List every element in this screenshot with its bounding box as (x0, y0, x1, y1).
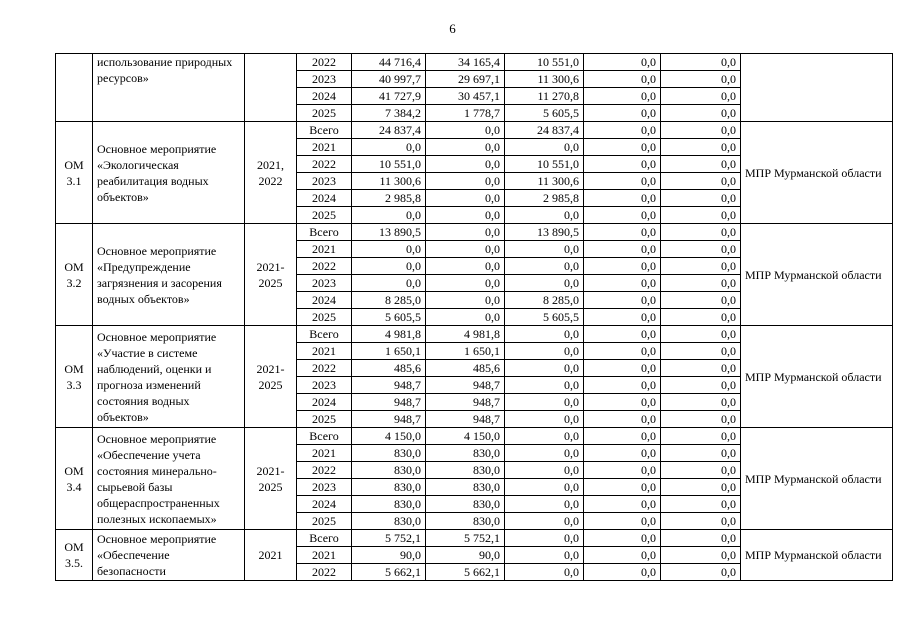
local-budget-cell: 0,0 (584, 224, 661, 241)
total-amount-cell: 13 890,5 (352, 224, 426, 241)
year-cell: Всего (297, 224, 352, 241)
federal-budget-cell: 11 300,6 (505, 173, 584, 190)
total-amount-cell: 7 384,2 (352, 105, 426, 122)
local-budget-cell: 0,0 (584, 54, 661, 71)
year-cell: 2024 (297, 394, 352, 411)
regional-budget-cell: 948,7 (426, 411, 505, 428)
regional-budget-cell: 0,0 (426, 292, 505, 309)
federal-budget-cell: 5 605,5 (505, 105, 584, 122)
extrabudget-cell: 0,0 (661, 496, 741, 513)
activity-name: Основное мероприятие «Обеспечение безопасности (93, 530, 245, 581)
extrabudget-cell: 0,0 (661, 411, 741, 428)
federal-budget-cell: 0,0 (505, 275, 584, 292)
federal-budget-cell: 0,0 (505, 530, 584, 547)
local-budget-cell: 0,0 (584, 292, 661, 309)
activity-period (245, 54, 297, 122)
federal-budget-cell: 2 985,8 (505, 190, 584, 207)
federal-budget-cell: 0,0 (505, 479, 584, 496)
total-amount-cell: 5 662,1 (352, 564, 426, 581)
regional-budget-cell: 0,0 (426, 258, 505, 275)
federal-budget-cell: 0,0 (505, 258, 584, 275)
regional-budget-cell: 0,0 (426, 139, 505, 156)
extrabudget-cell: 0,0 (661, 54, 741, 71)
total-amount-cell: 4 981,8 (352, 326, 426, 343)
year-cell: 2025 (297, 105, 352, 122)
year-cell: 2023 (297, 377, 352, 394)
total-amount-cell: 44 716,4 (352, 54, 426, 71)
extrabudget-cell: 0,0 (661, 224, 741, 241)
total-amount-cell: 830,0 (352, 496, 426, 513)
activity-code: ОМ 3.1 (56, 122, 93, 224)
regional-budget-cell: 4 150,0 (426, 428, 505, 445)
regional-budget-cell: 830,0 (426, 462, 505, 479)
total-amount-cell: 0,0 (352, 207, 426, 224)
total-amount-cell: 8 285,0 (352, 292, 426, 309)
year-cell: 2023 (297, 479, 352, 496)
extrabudget-cell: 0,0 (661, 394, 741, 411)
local-budget-cell: 0,0 (584, 258, 661, 275)
local-budget-cell: 0,0 (584, 139, 661, 156)
activity-period: 2021, 2022 (245, 122, 297, 224)
extrabudget-cell: 0,0 (661, 275, 741, 292)
federal-budget-cell: 11 270,8 (505, 88, 584, 105)
local-budget-cell: 0,0 (584, 394, 661, 411)
regional-budget-cell: 0,0 (426, 241, 505, 258)
total-amount-cell: 830,0 (352, 462, 426, 479)
year-cell: 2025 (297, 513, 352, 530)
federal-budget-cell: 8 285,0 (505, 292, 584, 309)
extrabudget-cell: 0,0 (661, 530, 741, 547)
year-cell: 2022 (297, 462, 352, 479)
regional-budget-cell: 90,0 (426, 547, 505, 564)
extrabudget-cell: 0,0 (661, 547, 741, 564)
federal-budget-cell: 10 551,0 (505, 54, 584, 71)
local-budget-cell: 0,0 (584, 377, 661, 394)
regional-budget-cell: 830,0 (426, 445, 505, 462)
federal-budget-cell: 0,0 (505, 343, 584, 360)
activity-period: 2021-2025 (245, 428, 297, 530)
regional-budget-cell: 0,0 (426, 275, 505, 292)
activity-period: 2021 (245, 530, 297, 581)
year-cell: 2025 (297, 411, 352, 428)
regional-budget-cell: 0,0 (426, 122, 505, 139)
year-cell: 2022 (297, 564, 352, 581)
extrabudget-cell: 0,0 (661, 309, 741, 326)
year-cell: 2022 (297, 258, 352, 275)
total-amount-cell: 24 837,4 (352, 122, 426, 139)
activity-code: ОМ 3.2 (56, 224, 93, 326)
total-amount-cell: 830,0 (352, 513, 426, 530)
extrabudget-cell: 0,0 (661, 88, 741, 105)
activity-code: ОМ 3.3 (56, 326, 93, 428)
total-amount-cell: 830,0 (352, 479, 426, 496)
page-number: 6 (449, 21, 456, 36)
year-cell: 2024 (297, 292, 352, 309)
regional-budget-cell: 830,0 (426, 479, 505, 496)
total-amount-cell: 10 551,0 (352, 156, 426, 173)
local-budget-cell: 0,0 (584, 326, 661, 343)
year-cell: 2025 (297, 207, 352, 224)
table-row (56, 428, 893, 445)
regional-budget-cell: 0,0 (426, 309, 505, 326)
table-row (56, 122, 893, 139)
year-cell: 2023 (297, 173, 352, 190)
extrabudget-cell: 0,0 (661, 258, 741, 275)
activity-code (56, 54, 93, 122)
executor-cell (741, 54, 893, 122)
executor-cell: МПР Мурманской области (741, 122, 893, 224)
year-cell: 2021 (297, 241, 352, 258)
total-amount-cell: 5 605,5 (352, 309, 426, 326)
regional-budget-cell: 0,0 (426, 173, 505, 190)
local-budget-cell: 0,0 (584, 207, 661, 224)
regional-budget-cell: 5 752,1 (426, 530, 505, 547)
regional-budget-cell: 34 165,4 (426, 54, 505, 71)
federal-budget-cell: 0,0 (505, 564, 584, 581)
local-budget-cell: 0,0 (584, 530, 661, 547)
federal-budget-cell: 0,0 (505, 513, 584, 530)
activity-code: ОМ 3.5. (56, 530, 93, 581)
extrabudget-cell: 0,0 (661, 190, 741, 207)
year-cell: 2024 (297, 88, 352, 105)
regional-budget-cell: 830,0 (426, 496, 505, 513)
local-budget-cell: 0,0 (584, 122, 661, 139)
activity-period: 2021-2025 (245, 326, 297, 428)
table-row (56, 530, 893, 547)
executor-cell: МПР Мурманской области (741, 326, 893, 428)
executor-cell: МПР Мурманской области (741, 530, 893, 581)
extrabudget-cell: 0,0 (661, 377, 741, 394)
federal-budget-cell: 0,0 (505, 377, 584, 394)
local-budget-cell: 0,0 (584, 71, 661, 88)
local-budget-cell: 0,0 (584, 241, 661, 258)
extrabudget-cell: 0,0 (661, 105, 741, 122)
year-cell: 2022 (297, 54, 352, 71)
regional-budget-cell: 29 697,1 (426, 71, 505, 88)
year-cell: 2023 (297, 275, 352, 292)
executor-cell: МПР Мурманской области (741, 224, 893, 326)
total-amount-cell: 11 300,6 (352, 173, 426, 190)
federal-budget-cell: 0,0 (505, 139, 584, 156)
regional-budget-cell: 4 981,8 (426, 326, 505, 343)
extrabudget-cell: 0,0 (661, 564, 741, 581)
year-cell: Всего (297, 428, 352, 445)
extrabudget-cell: 0,0 (661, 241, 741, 258)
regional-budget-cell: 830,0 (426, 513, 505, 530)
local-budget-cell: 0,0 (584, 360, 661, 377)
year-cell: 2021 (297, 445, 352, 462)
extrabudget-cell: 0,0 (661, 445, 741, 462)
extrabudget-cell: 0,0 (661, 156, 741, 173)
federal-budget-cell: 13 890,5 (505, 224, 584, 241)
local-budget-cell: 0,0 (584, 445, 661, 462)
local-budget-cell: 0,0 (584, 496, 661, 513)
total-amount-cell: 0,0 (352, 139, 426, 156)
total-amount-cell: 0,0 (352, 275, 426, 292)
local-budget-cell: 0,0 (584, 564, 661, 581)
federal-budget-cell: 0,0 (505, 326, 584, 343)
year-cell: 2023 (297, 71, 352, 88)
federal-budget-cell: 11 300,6 (505, 71, 584, 88)
extrabudget-cell: 0,0 (661, 360, 741, 377)
regional-budget-cell: 948,7 (426, 377, 505, 394)
local-budget-cell: 0,0 (584, 190, 661, 207)
local-budget-cell: 0,0 (584, 428, 661, 445)
local-budget-cell: 0,0 (584, 156, 661, 173)
regional-budget-cell: 0,0 (426, 224, 505, 241)
year-cell: 2021 (297, 343, 352, 360)
federal-budget-cell: 0,0 (505, 241, 584, 258)
total-amount-cell: 830,0 (352, 445, 426, 462)
total-amount-cell: 5 752,1 (352, 530, 426, 547)
local-budget-cell: 0,0 (584, 411, 661, 428)
regional-budget-cell: 485,6 (426, 360, 505, 377)
regional-budget-cell: 1 778,7 (426, 105, 505, 122)
local-budget-cell: 0,0 (584, 309, 661, 326)
extrabudget-cell: 0,0 (661, 173, 741, 190)
extrabudget-cell: 0,0 (661, 122, 741, 139)
federal-budget-cell: 5 605,5 (505, 309, 584, 326)
total-amount-cell: 0,0 (352, 258, 426, 275)
year-cell: 2025 (297, 309, 352, 326)
total-amount-cell: 90,0 (352, 547, 426, 564)
local-budget-cell: 0,0 (584, 462, 661, 479)
federal-budget-cell: 0,0 (505, 411, 584, 428)
extrabudget-cell: 0,0 (661, 513, 741, 530)
year-cell: 2021 (297, 139, 352, 156)
total-amount-cell: 485,6 (352, 360, 426, 377)
total-amount-cell: 948,7 (352, 394, 426, 411)
year-cell: Всего (297, 326, 352, 343)
federal-budget-cell: 0,0 (505, 394, 584, 411)
table-row (56, 224, 893, 241)
regional-budget-cell: 0,0 (426, 190, 505, 207)
budget-table (55, 53, 893, 581)
total-amount-cell: 40 997,7 (352, 71, 426, 88)
total-amount-cell: 0,0 (352, 241, 426, 258)
local-budget-cell: 0,0 (584, 513, 661, 530)
extrabudget-cell: 0,0 (661, 428, 741, 445)
extrabudget-cell: 0,0 (661, 292, 741, 309)
local-budget-cell: 0,0 (584, 343, 661, 360)
regional-budget-cell: 948,7 (426, 394, 505, 411)
activity-name: Основное мероприятие «Обеспечение учета состояния минерально-сырьевой базы общераспространенных полезных ископаемых» (93, 428, 245, 530)
local-budget-cell: 0,0 (584, 547, 661, 564)
federal-budget-cell: 0,0 (505, 207, 584, 224)
extrabudget-cell: 0,0 (661, 462, 741, 479)
activity-period: 2021-2025 (245, 224, 297, 326)
year-cell: 2022 (297, 360, 352, 377)
federal-budget-cell: 0,0 (505, 360, 584, 377)
activity-name: Основное мероприятие «Экологическая реабилитация водных объектов» (93, 122, 245, 224)
local-budget-cell: 0,0 (584, 479, 661, 496)
federal-budget-cell: 0,0 (505, 445, 584, 462)
local-budget-cell: 0,0 (584, 88, 661, 105)
extrabudget-cell: 0,0 (661, 139, 741, 156)
total-amount-cell: 41 727,9 (352, 88, 426, 105)
total-amount-cell: 948,7 (352, 411, 426, 428)
federal-budget-cell: 0,0 (505, 428, 584, 445)
regional-budget-cell: 5 662,1 (426, 564, 505, 581)
federal-budget-cell: 0,0 (505, 547, 584, 564)
activity-name: использование природных ресурсов» (93, 54, 245, 122)
federal-budget-cell: 0,0 (505, 496, 584, 513)
regional-budget-cell: 0,0 (426, 156, 505, 173)
year-cell: 2021 (297, 547, 352, 564)
year-cell: Всего (297, 122, 352, 139)
regional-budget-cell: 30 457,1 (426, 88, 505, 105)
federal-budget-cell: 24 837,4 (505, 122, 584, 139)
federal-budget-cell: 0,0 (505, 462, 584, 479)
regional-budget-cell: 0,0 (426, 207, 505, 224)
local-budget-cell: 0,0 (584, 173, 661, 190)
federal-budget-cell: 10 551,0 (505, 156, 584, 173)
year-cell: 2022 (297, 156, 352, 173)
table-row (56, 54, 893, 71)
activity-name: Основное мероприятие «Участие в системе наблюдений, оценки и прогноза изменений состояния водных объектов» (93, 326, 245, 428)
table-row (56, 326, 893, 343)
activity-name: Основное мероприятие «Предупреждение загрязнения и засорения водных объектов» (93, 224, 245, 326)
year-cell: Всего (297, 530, 352, 547)
extrabudget-cell: 0,0 (661, 71, 741, 88)
regional-budget-cell: 1 650,1 (426, 343, 505, 360)
total-amount-cell: 1 650,1 (352, 343, 426, 360)
executor-cell: МПР Мурманской области (741, 428, 893, 530)
activity-code: ОМ 3.4 (56, 428, 93, 530)
extrabudget-cell: 0,0 (661, 343, 741, 360)
extrabudget-cell: 0,0 (661, 479, 741, 496)
total-amount-cell: 4 150,0 (352, 428, 426, 445)
extrabudget-cell: 0,0 (661, 207, 741, 224)
local-budget-cell: 0,0 (584, 275, 661, 292)
total-amount-cell: 2 985,8 (352, 190, 426, 207)
year-cell: 2024 (297, 496, 352, 513)
year-cell: 2024 (297, 190, 352, 207)
local-budget-cell: 0,0 (584, 105, 661, 122)
extrabudget-cell: 0,0 (661, 326, 741, 343)
total-amount-cell: 948,7 (352, 377, 426, 394)
